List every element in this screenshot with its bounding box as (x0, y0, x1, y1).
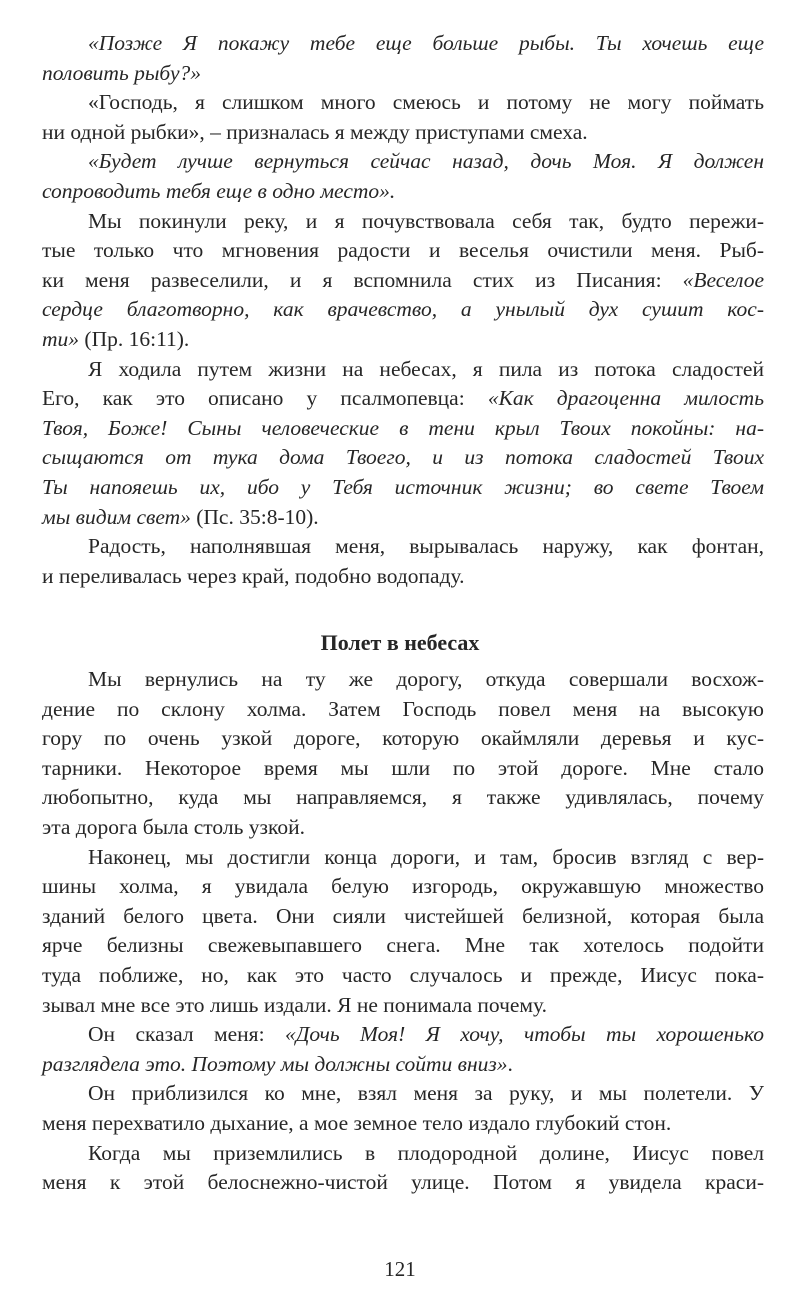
paragraph (42, 147, 764, 206)
body-text: Мы вернулись на ту же дорогу, откуда совершали восхож- (88, 667, 764, 691)
text-line (42, 147, 764, 177)
text-line (42, 783, 764, 813)
body-text: . (507, 1051, 513, 1076)
body-text: «Господь, я слишком много смеюсь и потому не могу поймать (88, 90, 764, 115)
text-line (42, 473, 764, 503)
italic-quote-text: «Веселое (682, 267, 764, 292)
text-line (42, 931, 764, 961)
text-line (42, 1168, 764, 1198)
paragraph (42, 1139, 764, 1198)
body-text: ни одной рыбки», – призналась я между приступами смеха. (42, 119, 588, 144)
body-text: Когда мы приземлились в плодородной долине, Иисус повел (88, 1140, 764, 1165)
body-text: меня к этой белоснежно-чистой улице. Потом я увидела краси- (42, 1170, 764, 1195)
body-text: эта дорога была столь узкой. (42, 814, 306, 839)
text-line (42, 1079, 764, 1109)
body-text: ярче белизны свежевыпавшего снега. Мне так хотелось подойти (42, 933, 764, 958)
text-line (42, 414, 764, 444)
section-heading: Полет в небесах (320, 630, 480, 655)
text-line (42, 532, 764, 562)
text-line (42, 236, 764, 266)
italic-quote-text: «Позже Я покажу тебе еще больше рыбы. Ты хочешь еще (88, 31, 764, 55)
italic-quote-text: Твоя, Боже! Сыны человеческие в тени крыл Твоих покойны: на- (42, 415, 764, 440)
body-text: меня перехватило дыхание, а мое земное тело издало глубокий стон. (42, 1110, 672, 1135)
text-line (42, 207, 764, 237)
text-line (42, 59, 764, 89)
italic-quote-text: «Как драгоценна милость (487, 386, 764, 411)
italic-quote-text: половить рыбу?» (42, 60, 202, 85)
text-line (42, 665, 764, 695)
text-line (42, 562, 764, 592)
text-line (42, 813, 764, 843)
body-text: зданий белого цвета. Они сияли чистейшей белизной, которая была (42, 903, 764, 928)
text-line (42, 1020, 764, 1050)
italic-quote-text: Ты напояешь их, ибо у Тебя источник жизни; во свете Твоем (42, 474, 764, 499)
italic-quote-text: ти» (42, 326, 80, 351)
italic-quote-text: «Дочь Моя! Я хочу, чтобы ты хорошенько (284, 1022, 764, 1047)
text-line (42, 902, 764, 932)
text-line (42, 1050, 764, 1080)
italic-quote-text: сердце благотворно, как врачевство, а унылый дух сушит кос- (42, 297, 764, 322)
text-line (42, 355, 764, 385)
text-line (42, 991, 764, 1021)
page-number: 121 (384, 1257, 416, 1281)
italic-quote-text: сопроводить тебя еще в одно место». (42, 178, 396, 203)
text-line (42, 1109, 764, 1139)
paragraph (42, 355, 764, 533)
text-line (42, 88, 764, 118)
text-line (42, 695, 764, 725)
text-line (42, 325, 764, 355)
text-line (42, 1139, 764, 1169)
body-text: дение по склону холма. Затем Господь повел меня на высокую (42, 696, 764, 721)
paragraph (42, 532, 764, 591)
body-text: туда поближе, но, как это часто случалось и прежде, Иисус пока- (42, 962, 764, 987)
body-text: зывал мне все это лишь издали. Я не понимала почему. (42, 992, 547, 1017)
body-text: шины холма, я увидала белую изгородь, окружавшую множество (42, 874, 764, 899)
text-line (42, 754, 764, 784)
body-text: Я ходила путем жизни на небесах, я пила из потока сладостей (88, 356, 764, 381)
body-text: любопытно, куда мы направляемся, я также удивлялась, почему (42, 785, 764, 810)
paragraph (42, 665, 764, 843)
text-section-1 (42, 29, 764, 591)
paragraph (42, 843, 764, 1021)
body-text: (Пс. 35:8-10). (190, 504, 319, 529)
text-line (42, 503, 764, 533)
text-line (42, 266, 764, 296)
text-line (42, 118, 764, 148)
body-text: тарники. Некоторое время мы шли по этой дороге. Мне стало (42, 755, 764, 780)
text-line (42, 29, 764, 59)
text-line (42, 295, 764, 325)
text-line (42, 843, 764, 873)
paragraph (42, 88, 764, 147)
body-text: Он сказал меня: (88, 1022, 285, 1047)
italic-quote-text: разглядела это. Поэтому мы должны сойти вниз» (42, 1051, 508, 1076)
paragraph (42, 1020, 764, 1079)
body-text: Он приблизился ко мне, взял меня за руку, и мы полетели. У (88, 1081, 764, 1106)
paragraph (42, 1079, 764, 1138)
italic-quote-text: мы видим свет» (42, 504, 191, 529)
text-line (42, 384, 764, 414)
body-text: Наконец, мы достигли конца дороги, и там, бросив взгляд с вер- (88, 844, 764, 869)
italic-quote-text: «Будет лучше вернуться сейчас назад, дочь Моя. Я должен (88, 149, 764, 174)
body-text: (Пр. 16:11). (79, 326, 190, 351)
text-line (42, 443, 764, 473)
body-text: Его, как это описано у псалмопевца: (42, 386, 488, 411)
text-line (42, 724, 764, 754)
text-line (42, 177, 764, 207)
text-line (42, 872, 764, 902)
text-section-2 (42, 665, 764, 1198)
text-line (42, 961, 764, 991)
italic-quote-text: сыщаются от тука дома Твоего, и из потока сладостей Твоих (42, 445, 764, 470)
body-text: ки меня развеселили, и я вспомнила стих из Писания: (42, 267, 683, 292)
body-text: и переливалась через край, подобно водопаду. (42, 563, 465, 588)
body-text: гору по очень узкой дороге, которую окаймляли деревья и кус- (42, 726, 764, 751)
body-text: тые только что мгновения радости и веселья очистили меня. Рыб- (42, 238, 764, 263)
body-text: Мы покинули реку, и я почувствовала себя так, будто пережи- (88, 208, 764, 233)
paragraph (42, 207, 764, 355)
paragraph (42, 29, 764, 88)
body-text: Радость, наполнявшая меня, вырывалась наружу, как фонтан, (88, 534, 764, 559)
